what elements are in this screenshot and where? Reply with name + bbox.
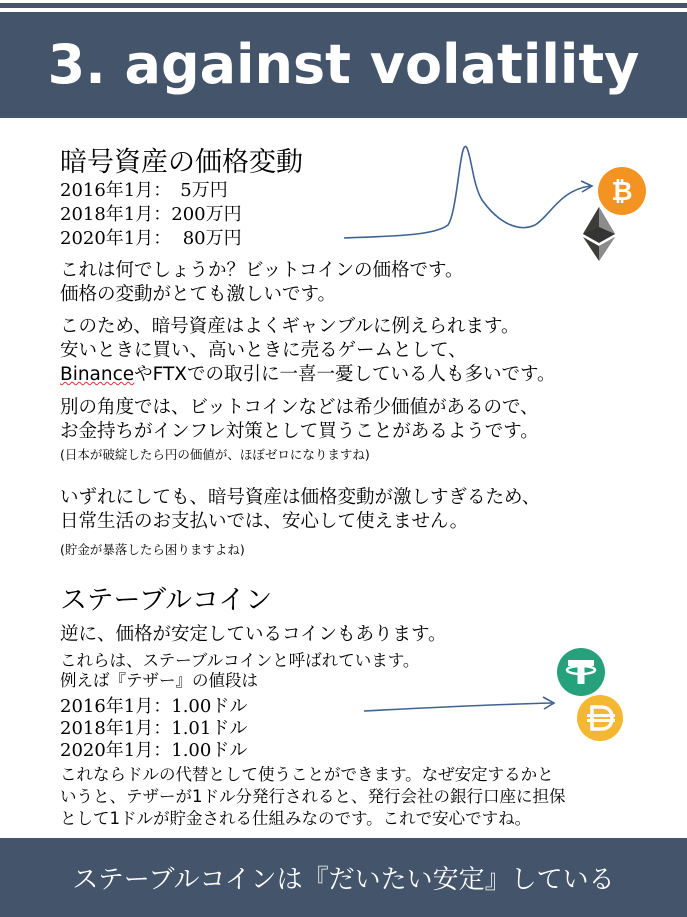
para-stable-intro-2 (60, 651, 419, 691)
binance-text: Binance (60, 364, 135, 385)
para-stable-explain-line-3: として1ドルが貯金される仕組みなのです。これで安心ですね。 (60, 809, 532, 828)
para-question-line-2: 価格の変動がとても激しいです。 (60, 284, 337, 305)
para-gamble-line-3 (60, 363, 555, 387)
note-savings: (貯金が暴落したら困りますよね) (60, 542, 245, 557)
para-conclusion-line-1: いずれにしても、暗号資産は価格変動が激しすぎるため、 (60, 487, 541, 508)
para-gamble-line-2: 安いときに買い、高いときに売るゲームとして、 (60, 340, 467, 361)
ethereum-icon (583, 207, 615, 261)
note-yen: (日本が破綻したら円の価値が、ほぼゼロになりますね) (60, 447, 370, 462)
footer-banner (0, 838, 687, 917)
title-banner (0, 12, 687, 118)
usdt-price-2020: 2020年1月：1.00ドル (60, 740, 248, 761)
para-inflation-line-1: 別の角度では、ビットコインなどは希少価値があるので、 (60, 397, 539, 418)
para-stable-explain-line-2: いうと、テザーが1ドル分発行されると、発行会社の銀行口座に担保 (60, 787, 566, 806)
usdt-price-2018: 2018年1月：1.01ドル (60, 718, 248, 739)
para-question-line-1: これは何でしょうか？ビットコインの価格です。 (60, 260, 464, 281)
para-inflation (60, 396, 539, 444)
btc-price-2016: 2016年1月： 5万円 (60, 180, 228, 201)
para-question (60, 259, 464, 307)
para-gamble (60, 315, 555, 387)
para-stable-intro-2-line-1: これらは、ステーブルコインと呼ばれています。 (60, 651, 420, 670)
section-heading-stablecoin: ステーブルコイン (60, 585, 273, 616)
para-stable-intro-2-line-2: 例えば『テザー』の値段は (60, 671, 258, 690)
top-rule (0, 3, 687, 8)
para-gamble-line-1: このため、暗号資産はよくギャンブルに例えられます。 (60, 316, 520, 337)
bitcoin-symbol: ₿ (611, 177, 633, 207)
para-stable-explain-line-1: これならドルの代替として使うことができます。なぜ安定するかと (60, 765, 554, 784)
footer-text: ステーブルコインは『だいたい安定』している (72, 865, 615, 895)
btc-price-2018: 2018年1月：200万円 (60, 204, 242, 225)
section-heading-volatility: 暗号資産の価格変動 (60, 147, 303, 178)
bitcoin-price-curve (340, 140, 600, 250)
para-conclusion-line-2: 日常生活のお支払いでは、安心して使えません。 (60, 511, 469, 532)
usdt-price-2016: 2016年1月：1.00ドル (60, 696, 248, 717)
page-title: 3. against volatility (47, 32, 640, 96)
dai-icon (576, 694, 624, 742)
btc-price-2020: 2020年1月： 80万円 (60, 228, 242, 249)
para-stable-explain (60, 764, 566, 830)
stable-price-arrow (360, 693, 560, 717)
para-gamble-line-3-rest: やFTXでの取引に一喜一憂している人も多いです。 (134, 364, 556, 385)
para-stable-intro: 逆に、価格が安定しているコインもあります。 (60, 624, 447, 645)
para-inflation-line-2: お金持ちがインフレ対策として買うことがあるようです。 (60, 421, 539, 442)
para-conclusion (60, 486, 540, 534)
tether-icon (556, 647, 606, 697)
